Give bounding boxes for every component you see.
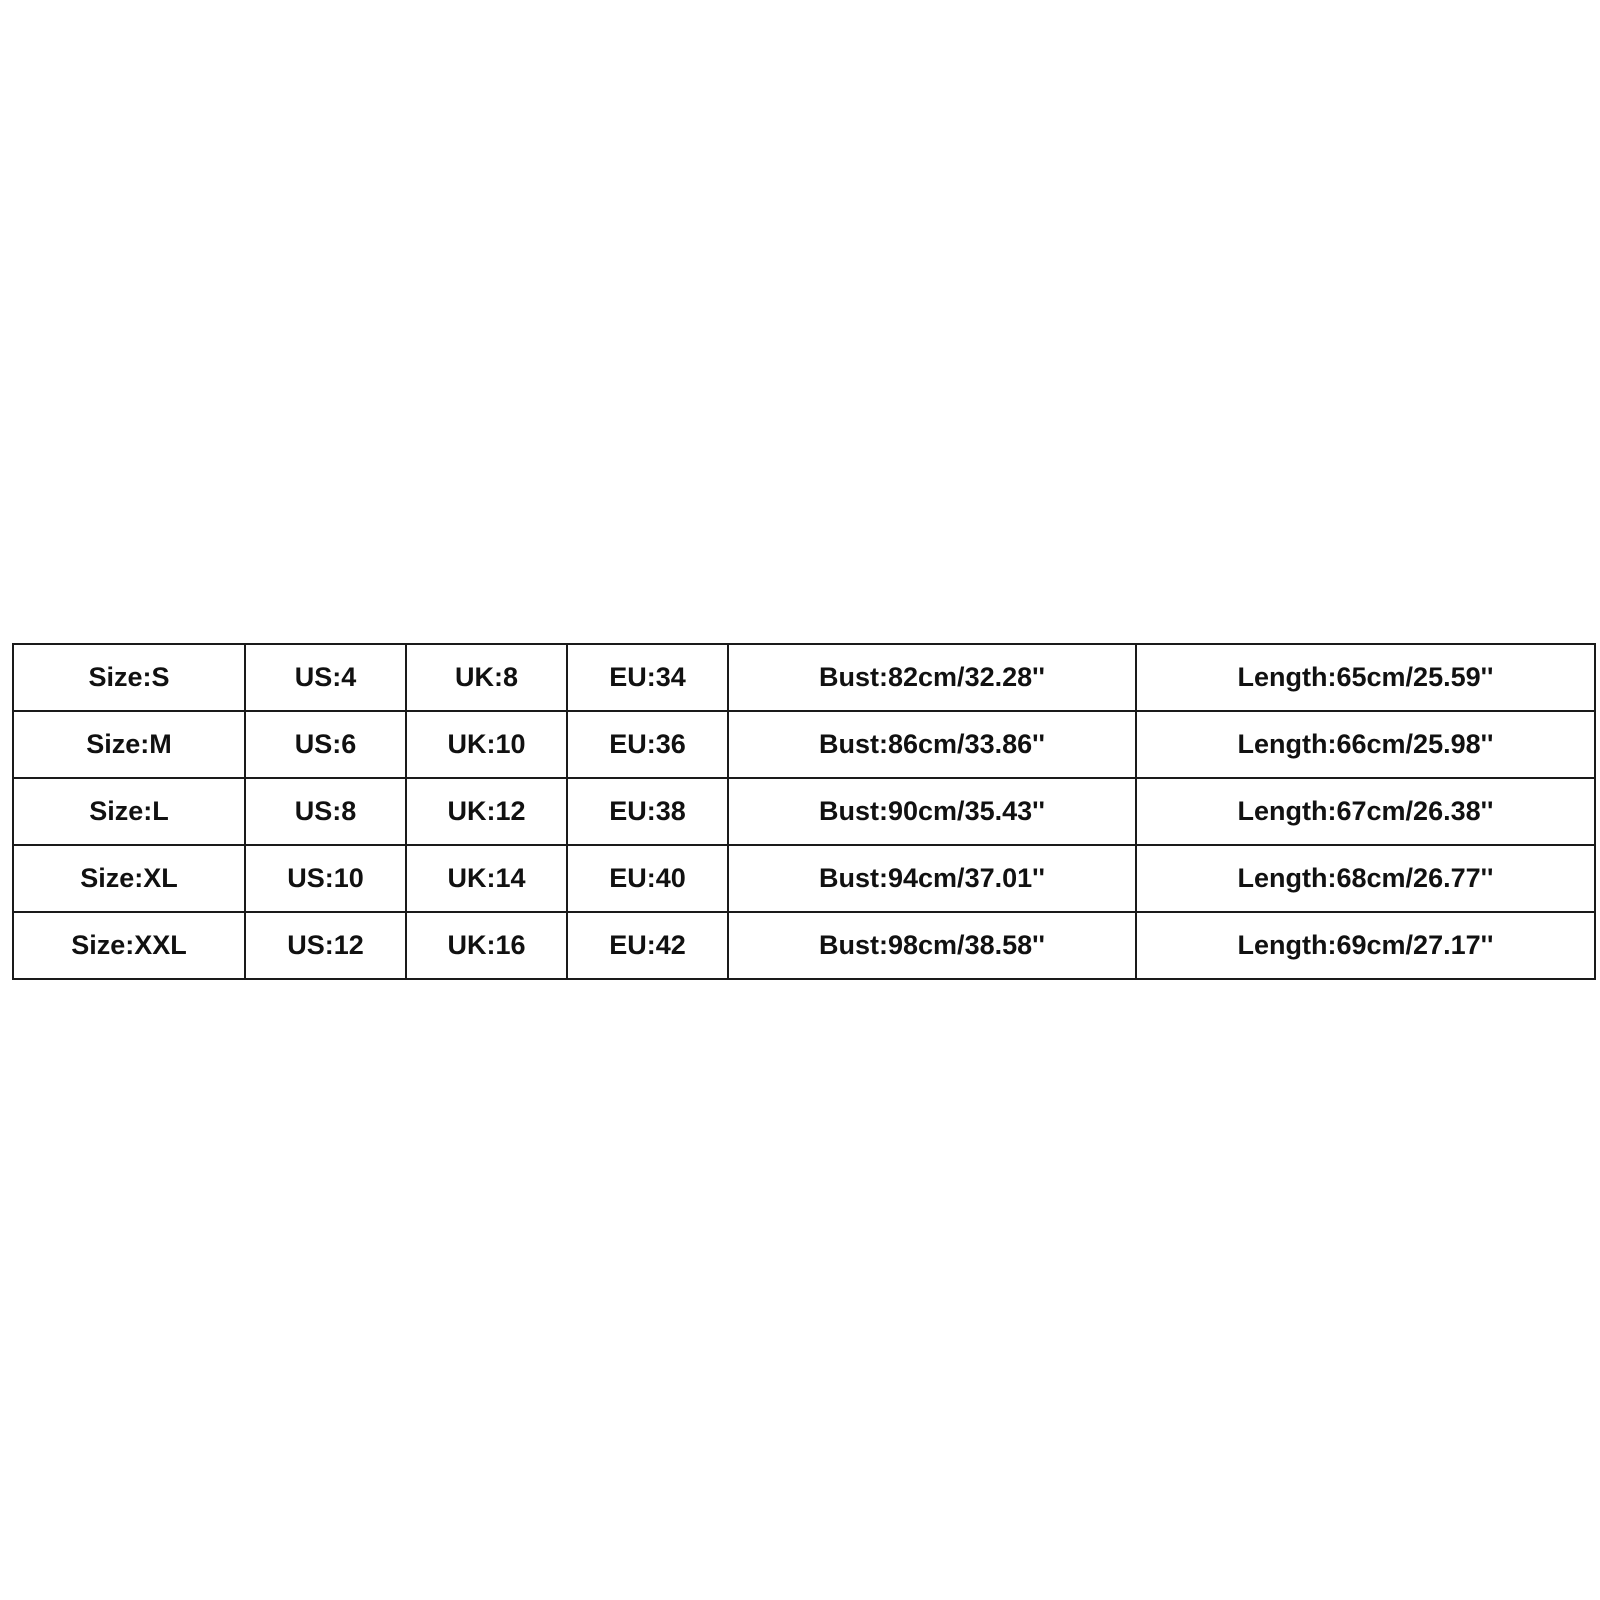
eu-size-cell: EU:40	[567, 845, 728, 912]
table-row	[13, 912, 1595, 979]
eu-size-cell: EU:34	[567, 644, 728, 711]
table-row	[13, 644, 1595, 711]
table-row	[13, 845, 1595, 912]
uk-size-cell: UK:8	[406, 644, 567, 711]
uk-size-cell: UK:12	[406, 778, 567, 845]
uk-size-cell: UK:16	[406, 912, 567, 979]
size-cell: Size:M	[13, 711, 245, 778]
us-size-cell: US:10	[245, 845, 406, 912]
bust-cell: Bust:90cm/35.43''	[728, 778, 1136, 845]
uk-size-cell: UK:10	[406, 711, 567, 778]
size-chart-table	[12, 643, 1596, 980]
length-cell: Length:65cm/25.59''	[1136, 644, 1595, 711]
size-cell: Size:XL	[13, 845, 245, 912]
us-size-cell: US:6	[245, 711, 406, 778]
length-cell: Length:66cm/25.98''	[1136, 711, 1595, 778]
us-size-cell: US:8	[245, 778, 406, 845]
us-size-cell: US:12	[245, 912, 406, 979]
bust-cell: Bust:98cm/38.58''	[728, 912, 1136, 979]
size-cell: Size:XXL	[13, 912, 245, 979]
bust-cell: Bust:82cm/32.28''	[728, 644, 1136, 711]
table-row	[13, 711, 1595, 778]
eu-size-cell: EU:36	[567, 711, 728, 778]
length-cell: Length:67cm/26.38''	[1136, 778, 1595, 845]
eu-size-cell: EU:38	[567, 778, 728, 845]
length-cell: Length:68cm/26.77''	[1136, 845, 1595, 912]
eu-size-cell: EU:42	[567, 912, 728, 979]
length-cell: Length:69cm/27.17''	[1136, 912, 1595, 979]
size-cell: Size:S	[13, 644, 245, 711]
bust-cell: Bust:94cm/37.01''	[728, 845, 1136, 912]
uk-size-cell: UK:14	[406, 845, 567, 912]
size-cell: Size:L	[13, 778, 245, 845]
us-size-cell: US:4	[245, 644, 406, 711]
table-row	[13, 778, 1595, 845]
bust-cell: Bust:86cm/33.86''	[728, 711, 1136, 778]
